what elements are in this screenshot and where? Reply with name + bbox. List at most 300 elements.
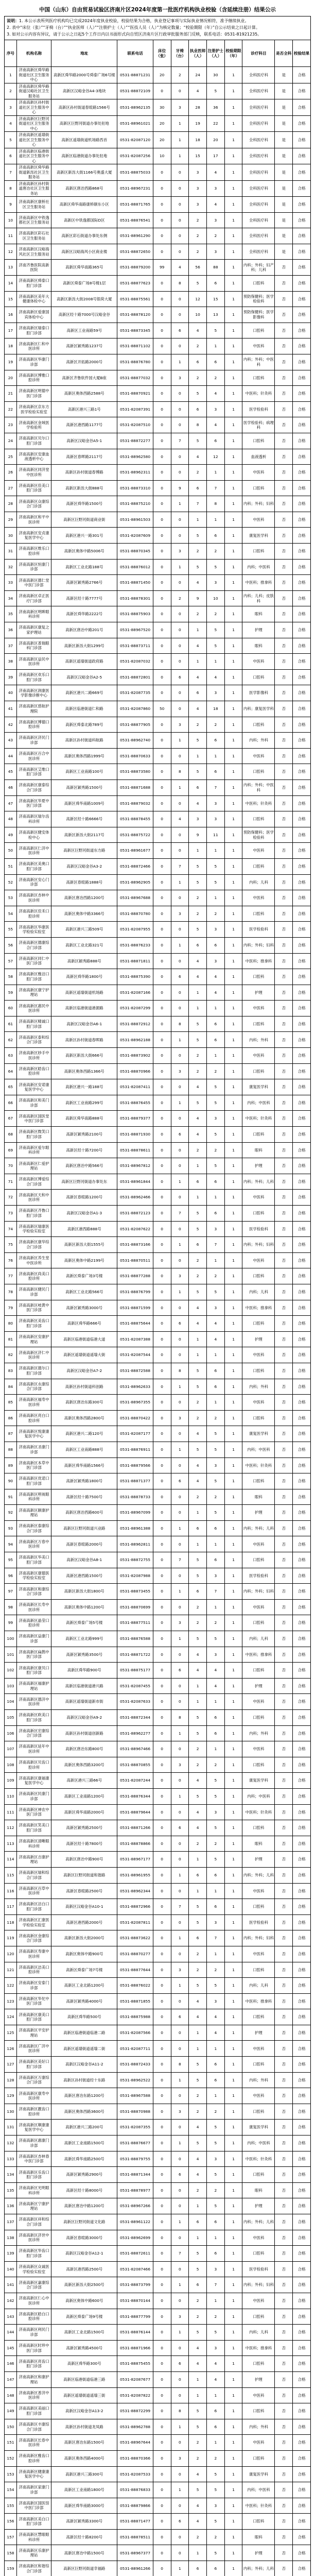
table-row: [5, 354, 311, 370]
table-cell: 0531-88967644: [117, 2435, 153, 2451]
table-cell: 3: [206, 2261, 224, 2277]
table-cell: 否: [275, 922, 293, 938]
table-cell: 内科；康复医学科: [242, 701, 275, 717]
table-cell: 1: [224, 1206, 242, 1222]
table-cell: 0: [153, 1284, 171, 1300]
table-cell: 0531-88876588: [117, 1631, 153, 1647]
table-cell: 高新区孙村街道科航路: [51, 733, 117, 749]
table-cell: 1: [206, 1395, 224, 1411]
table-cell: 济南高新区德尔口腔门诊部: [16, 1363, 51, 1379]
table-cell: 合格: [293, 1647, 311, 1663]
table-cell: 0: [171, 1347, 189, 1363]
table-cell: 1: [189, 2545, 207, 2561]
table-row: [5, 2498, 311, 2514]
table-cell: 0531-82087244: [117, 1773, 153, 1789]
table-cell: 0: [153, 1221, 171, 1237]
table-row: [5, 2387, 311, 2403]
table-cell: 24: [5, 433, 17, 449]
table-cell: 1: [171, 1520, 189, 1536]
table-cell: 1: [224, 1852, 242, 1868]
table-cell: 合格: [293, 811, 311, 827]
table-cell: 77: [5, 1268, 17, 1284]
table-cell: 0: [153, 1032, 171, 1048]
table-cell: 4: [189, 1820, 207, 1836]
table-row: [5, 1142, 311, 1158]
table-cell: 济南高新区彩石社区卫生服务站: [16, 228, 51, 244]
table-cell: 152: [5, 2450, 17, 2466]
table-cell: 0: [171, 83, 189, 99]
table-cell: 3: [206, 212, 224, 228]
table-cell: 济南高新区岐黄中医门诊部: [16, 1300, 51, 1316]
table-cell: 0: [153, 1725, 171, 1741]
table-cell: 6: [189, 354, 207, 370]
table-cell: 济南高新区洁美口腔诊所: [16, 1962, 51, 1978]
table-cell: 1: [224, 1962, 242, 1978]
table-cell: 高新区工业南路1500号: [51, 2136, 117, 2151]
table-cell: 济南高新区华齿口腔门诊部: [16, 2246, 51, 2262]
table-cell: 0: [153, 1930, 171, 1946]
table-cell: 内科；外科: [242, 1032, 275, 1048]
table-cell: 合格: [293, 512, 311, 528]
table-cell: 1: [224, 1552, 242, 1568]
table-cell: 17: [206, 148, 224, 164]
table-cell: 济南高新区中铁逸都社区卫生服务站: [16, 212, 51, 228]
table-cell: 中医科: [242, 338, 275, 354]
table-cell: 0: [153, 906, 171, 922]
table-cell: 68: [5, 1127, 17, 1143]
table-row: [5, 1174, 311, 1190]
table-cell: 56: [5, 937, 17, 953]
table-cell: 济南高新区吉康护理站: [16, 1852, 51, 1868]
table-cell: 0531-88871855: [117, 1993, 153, 2009]
table-cell: 高新区临港街道临港三路: [51, 2371, 117, 2387]
table-cell: 5: [206, 1079, 224, 1095]
table-cell: 154: [5, 2482, 17, 2498]
table-cell: 高新区临港街道仁和路: [51, 701, 117, 717]
table-cell: 合格: [293, 1568, 311, 1584]
table-cell: 济南高新区康桥社区卫生服务站: [16, 197, 51, 213]
table-cell: 否: [275, 2198, 293, 2214]
table-cell: 否: [275, 2371, 293, 2387]
table-cell: 0: [171, 1079, 189, 1095]
table-cell: 高新区舜华南路2000号: [51, 1804, 117, 1820]
table-cell: 2: [206, 2309, 224, 2325]
table-cell: 1: [224, 1221, 242, 1237]
table-cell: 合格: [293, 1142, 311, 1158]
table-cell: 5: [189, 2246, 207, 2262]
table-cell: 否: [275, 1836, 293, 1852]
table-cell: 0: [153, 2025, 171, 2041]
table-cell: 1: [189, 985, 207, 1001]
table-row: [5, 590, 311, 606]
table-row: [5, 1852, 311, 1868]
table-cell: 否: [275, 1725, 293, 1741]
table-cell: 0: [153, 370, 171, 386]
table-cell: 否: [275, 1946, 293, 1962]
table-row: [5, 1379, 311, 1395]
table-cell: 否: [275, 654, 293, 670]
table-cell: 21: [5, 386, 17, 402]
table-cell: 1: [224, 606, 242, 622]
table-cell: 5: [189, 1914, 207, 1930]
table-cell: 合格: [293, 1001, 311, 1016]
table-cell: 口腔科: [242, 1615, 275, 1631]
table-cell: 5: [206, 638, 224, 654]
table-cell: 1: [224, 1788, 242, 1804]
table-cell: 否: [275, 291, 293, 307]
table-cell: 济南高新区舜华路街道新泺社区卫生服务站: [16, 164, 51, 181]
table-cell: 1: [189, 1852, 207, 1868]
table-cell: 1: [224, 779, 242, 795]
table-cell: 全科医疗科: [242, 115, 275, 132]
table-cell: 高新区汉峪金谷A11-2: [51, 2057, 117, 2073]
table-row: [5, 2529, 311, 2545]
table-cell: 高新区汉峪金谷A6-1: [51, 1016, 117, 1032]
table-row: [5, 1268, 311, 1284]
table-row: [5, 937, 311, 953]
table-cell: 1: [189, 843, 207, 859]
table-cell: 0: [153, 779, 171, 795]
table-cell: 高新区工业南路59号: [51, 323, 117, 338]
table-cell: 1: [224, 811, 242, 827]
table-cell: 39: [5, 669, 17, 685]
table-cell: 1: [224, 1300, 242, 1316]
table-cell: 否: [275, 1962, 293, 1978]
table-cell: 146: [5, 2356, 17, 2372]
table-cell: 0: [153, 528, 171, 544]
table-cell: 合格: [293, 890, 311, 906]
table-cell: 济南高新区神农中医门诊部: [16, 1804, 51, 1820]
table-cell: 1: [171, 1174, 189, 1190]
table-cell: 高新区巨野河街道文化路: [51, 2214, 117, 2230]
table-cell: 10: [189, 307, 207, 323]
table-cell: 否: [275, 937, 293, 953]
table-row: [5, 1978, 311, 1994]
table-cell: 0531-88870144: [117, 2293, 153, 2309]
table-cell: 济南高新区康宁护理站: [16, 985, 51, 1001]
table-cell: 0531-88873166: [117, 1237, 153, 1253]
table-cell: 0531-82087811: [117, 1914, 153, 1930]
table-cell: 0: [171, 1836, 189, 1852]
table-cell: 6: [189, 779, 207, 795]
table-row: [5, 575, 311, 591]
table-cell: 否: [275, 528, 293, 544]
table-cell: 医学检验科: [242, 1914, 275, 1930]
table-cell: 内科；外科；儿科: [242, 1520, 275, 1536]
table-cell: 1: [206, 843, 224, 859]
table-row: [5, 528, 311, 544]
table-cell: 0: [171, 748, 189, 764]
table-cell: 护理: [242, 622, 275, 638]
table-cell: 0: [171, 1142, 189, 1158]
table-cell: 0: [153, 795, 171, 811]
table-cell: 4: [189, 323, 207, 338]
table-cell: 3: [171, 1962, 189, 1978]
table-row: [5, 544, 311, 560]
table-cell: 0531-88878866: [117, 1836, 153, 1852]
table-cell: 1: [224, 180, 242, 197]
table-cell: 0: [153, 1079, 171, 1095]
table-cell: 全科医疗科: [242, 228, 275, 244]
table-cell: 济南高新区慈航护理院: [16, 701, 51, 717]
table-cell: 1: [224, 2482, 242, 2498]
table-cell: 1: [224, 1993, 242, 2009]
table-cell: 1: [224, 99, 242, 116]
table-cell: 5: [189, 764, 207, 780]
table-cell: 全科医疗科: [242, 164, 275, 181]
table-cell: 0: [153, 2230, 171, 2246]
table-cell: 119: [5, 1930, 17, 1946]
table-cell: 合格: [293, 590, 311, 606]
table-cell: 合格: [293, 1206, 311, 1222]
table-cell: 合格: [293, 1899, 311, 1915]
table-cell: 合格: [293, 1127, 311, 1143]
table-cell: 0: [153, 748, 171, 764]
table-cell: 0531-88872588: [117, 1363, 153, 1379]
table-cell: 中医科；针灸科: [242, 386, 275, 402]
table-cell: 0531-88875177: [117, 1663, 153, 1679]
table-cell: 1: [206, 748, 224, 764]
table-cell: 0: [153, 512, 171, 528]
table-cell: 1: [171, 1442, 189, 1458]
table-cell: 0: [153, 1237, 171, 1253]
table-cell: 56: [189, 260, 207, 276]
table-cell: 2: [189, 717, 207, 733]
table-cell: 0: [153, 937, 171, 953]
table-cell: 0: [153, 1584, 171, 1600]
table-cell: 6: [206, 1899, 224, 1915]
table-cell: 1: [224, 2214, 242, 2230]
table-cell: 高新区遥墙街道机场路: [51, 985, 117, 1001]
table-cell: 高新区港兴三路509号: [51, 922, 117, 938]
table-cell: 6: [189, 1237, 207, 1253]
table-cell: 1: [224, 2545, 242, 2561]
table-cell: 合格: [293, 1363, 311, 1379]
table-cell: 0531-88962277: [117, 1725, 153, 1741]
table-cell: 2: [206, 1836, 224, 1852]
table-cell: 1: [189, 2198, 207, 2214]
table-cell: 0: [153, 685, 171, 701]
table-cell: 0531-88962522: [117, 2072, 153, 2088]
table-cell: 0531-88872433: [117, 2057, 153, 2073]
table-cell: 0531-88875033: [117, 164, 153, 181]
table-cell: 高新区舜泰广场9号楼: [51, 2309, 117, 2325]
table-cell: 5: [189, 2136, 207, 2151]
table-cell: 5: [206, 1473, 224, 1489]
table-cell: 济南高新区孙村街道唐冶社区卫生服务站: [16, 180, 51, 197]
table-cell: 眼科: [242, 606, 275, 622]
table-cell: 5: [5, 132, 17, 148]
table-cell: 44: [5, 748, 17, 764]
table-cell: 25: [5, 449, 17, 465]
table-cell: 81: [5, 1331, 17, 1347]
table-row: [5, 811, 311, 827]
table-cell: 否: [275, 386, 293, 402]
table-cell: 63: [5, 1048, 17, 1064]
table-cell: 口腔科: [242, 1820, 275, 1836]
table-cell: 93: [5, 1520, 17, 1536]
table-cell: 济南高新区永康综合门诊部: [16, 1379, 51, 1395]
table-cell: 康复医学科: [242, 1079, 275, 1095]
table-cell: 0: [153, 1710, 171, 1726]
table-cell: 1: [224, 622, 242, 638]
table-cell: 合格: [293, 922, 311, 938]
table-cell: 4: [206, 985, 224, 1001]
table-cell: 高新区遥墙街道遥墙大街: [51, 1347, 117, 1363]
table-cell: 合格: [293, 1300, 311, 1316]
table-cell: 中医科；推拿科: [242, 1300, 275, 1316]
table-cell: 济南高新区和平中医诊所: [16, 512, 51, 528]
table-cell: 5: [189, 1221, 207, 1237]
table-cell: 合格: [293, 1395, 311, 1411]
table-cell: 0531-88870345: [117, 544, 153, 560]
table-cell: 0531-88873455: [117, 1584, 153, 1600]
table-cell: 1: [171, 2136, 189, 2151]
table-cell: 济南高新区众康综合门诊部: [16, 496, 51, 512]
table-cell: 否: [275, 2498, 293, 2514]
table-cell: 济南高新区安贞康复医学中心: [16, 528, 51, 544]
table-row: [5, 685, 311, 701]
table-cell: 1: [224, 338, 242, 354]
table-cell: 0: [153, 2151, 171, 2167]
table-cell: 济南高新区康泰综合门诊部: [16, 779, 51, 795]
table-cell: 0: [153, 2482, 171, 2498]
table-cell: 0531-88876541: [117, 212, 153, 228]
table-cell: 157: [5, 2529, 17, 2545]
table-cell: 0531-88870511: [117, 1252, 153, 1268]
table-cell: 1: [224, 858, 242, 874]
table-cell: 0: [171, 1190, 189, 1206]
table-cell: 否: [275, 1458, 293, 1473]
table-cell: 73: [5, 1206, 17, 1222]
table-cell: 83: [5, 1363, 17, 1379]
table-cell: 否: [275, 2261, 293, 2277]
table-cell: 104: [5, 1694, 17, 1710]
table-cell: 合格: [293, 260, 311, 276]
table-cell: 济南高新区博雅口腔诊所: [16, 370, 51, 386]
table-cell: 6: [189, 1584, 207, 1600]
table-cell: 高新区经十路7200号: [51, 1142, 117, 1158]
table-cell: 0531-88962311: [117, 465, 153, 481]
table-cell: 0: [153, 2009, 171, 2025]
table-cell: 75: [5, 1237, 17, 1253]
table-cell: 1: [224, 132, 242, 148]
table-cell: 144: [5, 2325, 17, 2341]
table-cell: 0531-82087256: [117, 148, 153, 164]
table-cell: 1: [224, 1978, 242, 1994]
table-cell: 合格: [293, 1552, 311, 1568]
table-cell: 1: [224, 544, 242, 560]
table-cell: 济南齐鲁医院高新医院: [16, 260, 51, 276]
table-cell: 147: [5, 2371, 17, 2387]
table-row: [5, 1284, 311, 1300]
table-cell: 2: [189, 1063, 207, 1079]
table-cell: 1: [206, 2387, 224, 2403]
table-cell: 合格: [293, 528, 311, 544]
table-cell: 0531-82087466: [117, 2261, 153, 2277]
table-cell: 8: [206, 496, 224, 512]
institution-table: [4, 40, 311, 2576]
table-cell: 0531-88967231: [117, 180, 153, 197]
table-cell: 10: [206, 590, 224, 606]
table-cell: 1: [224, 2198, 242, 2214]
table-cell: 合格: [293, 701, 311, 717]
table-cell: 合格: [293, 212, 311, 228]
table-cell: 口腔科: [242, 1663, 275, 1679]
table-cell: 3: [206, 953, 224, 969]
table-cell: 2: [189, 228, 207, 244]
table-cell: 5: [206, 874, 224, 890]
table-cell: 高新区颖秀路4000号: [51, 1993, 117, 2009]
table-cell: 1: [224, 733, 242, 749]
table-cell: 7: [171, 2246, 189, 2262]
table-cell: 0531-82087609: [117, 528, 153, 544]
table-row: [5, 1347, 311, 1363]
table-row: [5, 1599, 311, 1615]
table-cell: 0: [153, 291, 171, 307]
table-cell: 眼科: [242, 638, 275, 654]
table-cell: 中医科: [242, 2041, 275, 2057]
table-cell: 5: [189, 1788, 207, 1804]
table-cell: 合格: [293, 559, 311, 575]
table-cell: 合格: [293, 1221, 311, 1237]
table-cell: 5: [189, 1631, 207, 1647]
table-cell: 0: [153, 496, 171, 512]
table-cell: 合格: [293, 2182, 311, 2198]
table-cell: 2: [189, 2182, 207, 2198]
table-cell: 高新区舜华路1500号: [51, 496, 117, 512]
table-cell: 高新区经十路7800号: [51, 1836, 117, 1852]
table-cell: 0531-82087455: [117, 1678, 153, 1694]
table-cell: 1: [224, 291, 242, 307]
table-cell: 口腔科: [242, 2104, 275, 2120]
table-cell: 5: [189, 858, 207, 874]
table-cell: 合格: [293, 2151, 311, 2167]
table-cell: 0531-88870422: [117, 1410, 153, 1426]
table-cell: 康复医学科: [242, 1426, 275, 1442]
table-cell: 1: [224, 2435, 242, 2451]
table-cell: 1: [189, 1536, 207, 1552]
table-cell: 1: [206, 2088, 224, 2104]
table-cell: 合格: [293, 2167, 311, 2183]
table-row: [5, 701, 311, 717]
table-cell: 0531-88870780: [117, 906, 153, 922]
table-cell: 1: [171, 1284, 189, 1300]
table-cell: 济南高新区养生堂中医诊所: [16, 1252, 51, 1268]
table-cell: 1: [189, 1505, 207, 1521]
table-cell: 2: [189, 1142, 207, 1158]
table-cell: 8: [189, 417, 207, 433]
table-cell: 合格: [293, 2419, 311, 2435]
table-cell: 0: [153, 1741, 171, 1757]
table-cell: 济南高新区嘉康综合门诊部: [16, 2277, 51, 2293]
table-cell: 1: [224, 2293, 242, 2309]
table-cell: 2: [189, 906, 207, 922]
table-cell: 0: [153, 874, 171, 890]
table-cell: 5: [206, 1127, 224, 1143]
table-cell: 1: [5, 67, 17, 83]
table-cell: 0531-88961844: [117, 1174, 153, 1190]
table-cell: 118: [5, 1914, 17, 1930]
table-cell: 3: [206, 244, 224, 260]
table-cell: 高新区港兴三路200号: [51, 2120, 117, 2136]
table-cell: 24: [189, 67, 207, 83]
table-cell: 高新区工业南路1200号: [51, 1788, 117, 1804]
table-cell: 105: [5, 1710, 17, 1726]
table-cell: 否: [275, 1914, 293, 1930]
table-cell: 0531-88876022: [117, 1978, 153, 1994]
table-cell: 0: [153, 2309, 171, 2325]
